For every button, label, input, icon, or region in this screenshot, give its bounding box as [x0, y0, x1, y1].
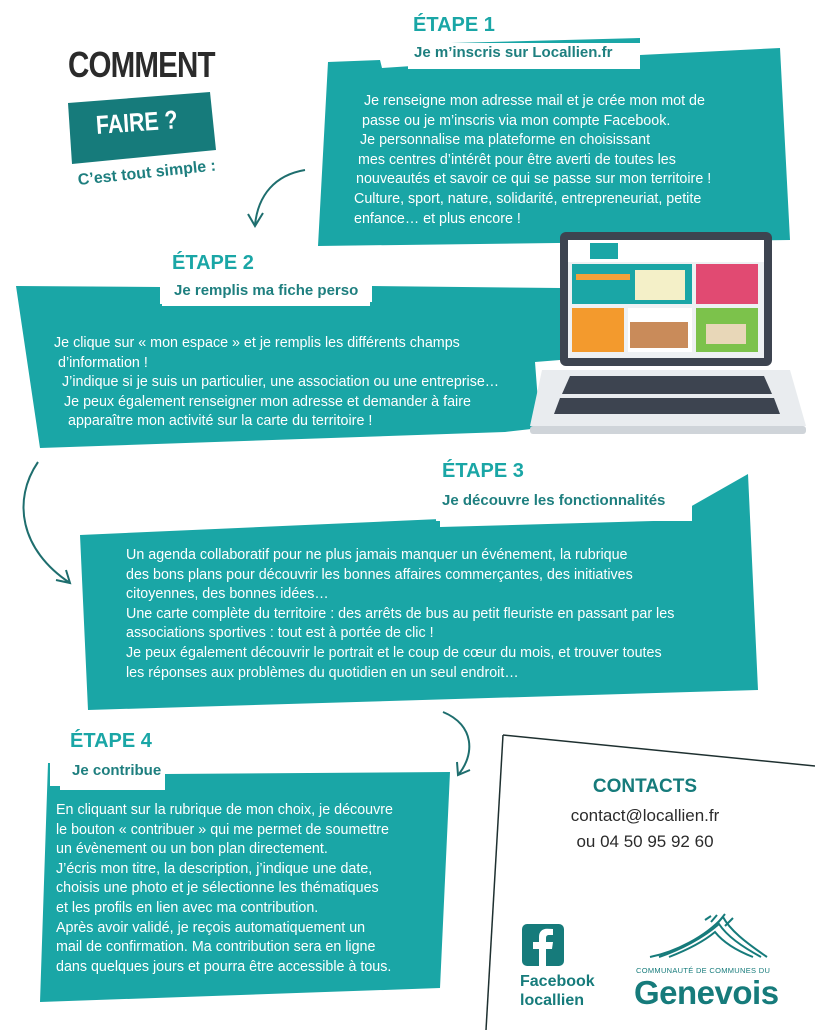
- step-1-line: nouveautés et savoir ce qui se passe sur mon territoire !: [356, 171, 712, 188]
- facebook-label: Facebook: [520, 973, 595, 990]
- step-2-line: d’information !: [58, 354, 148, 371]
- step-4-line: dans quelques jours et pourra être accessible à tous.: [56, 958, 392, 975]
- step-2-line: Je clique sur « mon espace » et je remplis les différents champs: [54, 335, 460, 351]
- step-4-line: le bouton « contribuer » qui me permet de soumettre: [56, 821, 389, 838]
- step-4-body: [56, 801, 393, 977]
- step-1-line: Je personnalise ma plateforme en choisissant: [360, 132, 651, 149]
- step-4-line: choisis une photo et je sélectionne les thématiques: [56, 880, 379, 897]
- step-3-line: des bons plans pour découvrir les bonnes affaires commerçantes, des initiatives: [126, 566, 633, 583]
- step-1-title: ÉTAPE 1: [413, 14, 495, 36]
- contact-phone: ou 04 50 95 92 60: [576, 832, 714, 851]
- step-4-line: et les profils en lien avec ma contribution.: [56, 899, 319, 916]
- step-4-subtitle: Je contribue: [72, 762, 162, 779]
- step-1-line: mes centres d’intérêt pour être averti de toutes les: [358, 151, 676, 168]
- step-1-subtitle: Je m’inscris sur Locallien.fr: [414, 44, 613, 61]
- step-2-line: Je peux également renseigner mon adresse et demander à faire: [64, 393, 471, 410]
- step-4-line: mail de confirmation. Ma contribution sera en ligne: [56, 939, 376, 956]
- step-3-line: associations sportives : tout est à portée de clic !: [126, 625, 434, 642]
- step-3-line: Une carte complète du territoire : des arrêts de bus au petit fleuriste en passant par les: [126, 605, 675, 622]
- contact-email-link[interactable]: contact@locallien.fr: [570, 806, 720, 825]
- step-3-line: Je peux également découvrir le portrait et le coup de cœur du mois, et trouver toutes: [126, 644, 662, 661]
- logo-title: Genevois: [634, 974, 779, 1011]
- step-3-body: [126, 546, 674, 683]
- step-1-line: enfance… et plus encore !: [354, 210, 521, 227]
- step-1-body: [354, 92, 711, 229]
- step-3-line: les réponses aux problèmes du quotidien en un seul endroit…: [126, 664, 519, 681]
- step-1-line: passe ou je m’inscris via mon compte Facebook.: [362, 112, 671, 129]
- page-title: COMMENT: [68, 44, 215, 85]
- step-2-line: J’indique si je suis un particulier, une association ou une entreprise…: [62, 374, 500, 391]
- step-4-line: En cliquant sur la rubrique de mon choix, je découvre: [56, 802, 393, 818]
- facebook-handle: locallien: [520, 992, 585, 1009]
- step-3-line: citoyennes, des bonnes idées…: [126, 586, 329, 603]
- step-1-line: Je renseigne mon adresse mail et je crée mon mot de: [364, 93, 705, 109]
- laptop-illustration: [530, 230, 810, 440]
- step-4-line: J’écris mon titre, la description, j’indique une date,: [56, 860, 373, 877]
- step-3-title: ÉTAPE 3: [442, 460, 524, 482]
- page-title-box: FAIRE ?: [94, 104, 179, 140]
- step-4-line: Après avoir validé, je reçois automatiquement un: [56, 919, 366, 936]
- step-2-title: ÉTAPE 2: [172, 252, 254, 274]
- genevois-logo-mountains: [645, 912, 770, 964]
- logo-subtitle: COMMUNAUTÉ DE COMMUNES DU: [636, 966, 771, 975]
- step-2-body: [54, 334, 499, 432]
- step-2-subtitle: Je remplis ma fiche perso: [174, 282, 359, 299]
- facebook-link[interactable]: [520, 972, 595, 1010]
- step-4-line: un évènement ou un bon plan directement.: [56, 841, 328, 858]
- tagline: C’est tout simple :: [77, 157, 217, 189]
- contacts-title: CONTACTS: [592, 776, 698, 797]
- facebook-icon[interactable]: [522, 924, 564, 966]
- step-3-subtitle: Je découvre les fonctionnalités: [442, 492, 666, 509]
- step-1-line: Culture, sport, nature, solidarité, entrepreneuriat, petite: [354, 190, 702, 207]
- step-3-line: Un agenda collaboratif pour ne plus jamais manquer un événement, la rubrique: [126, 547, 628, 563]
- step-4-title: ÉTAPE 4: [70, 730, 152, 752]
- step-2-line: apparaître mon activité sur la carte du territoire !: [68, 413, 373, 430]
